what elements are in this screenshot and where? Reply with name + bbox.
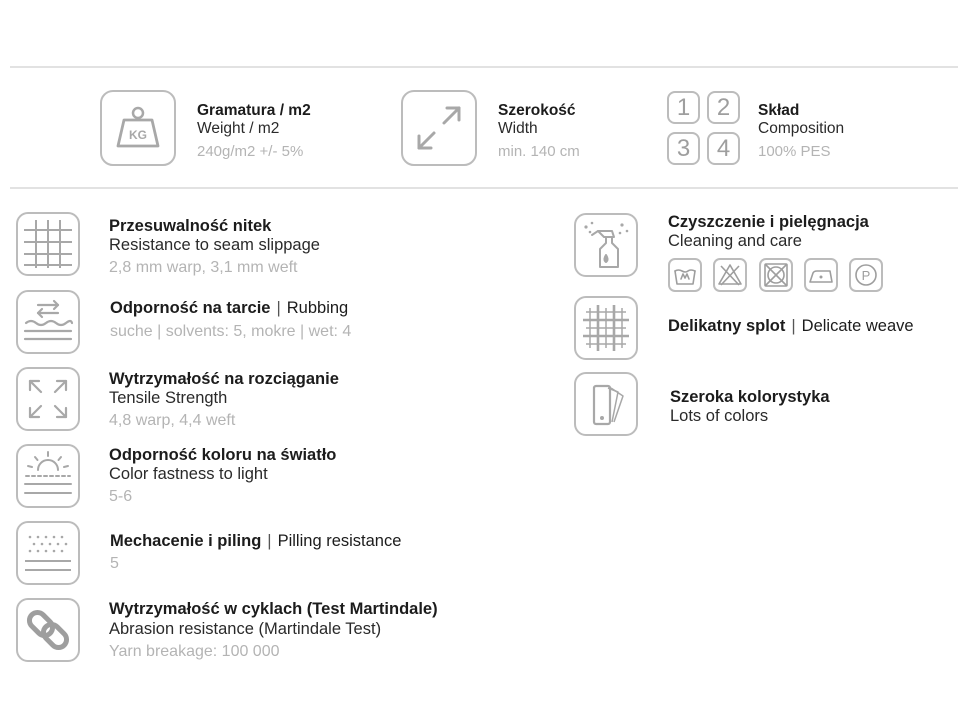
color-swatch-icon — [574, 372, 638, 436]
light-fastness-subtitle: Color fastness to light — [109, 465, 268, 483]
light-fastness-value: 5-6 — [109, 488, 133, 505]
composition-title: Skład — [758, 102, 800, 119]
pilling-value: 5 — [110, 555, 119, 572]
grid-fabric-icon — [16, 212, 80, 276]
seam-slippage-value: 2,8 mm warp, 3,1 mm weft — [109, 259, 298, 276]
martindale-title: Wytrzymałość w cyklach (Test Martindale) — [109, 600, 438, 618]
tensile-value: 4,8 warp, 4,4 weft — [109, 412, 236, 429]
kg-weight-icon — [100, 90, 176, 166]
seam-slippage-title: Przesuwalność nitek — [109, 217, 272, 235]
weave-title-en: Delicate weave — [801, 317, 914, 335]
middle-divider — [10, 187, 958, 189]
composition-subtitle: Composition — [758, 120, 845, 137]
composition-number-3: 3 — [667, 132, 700, 165]
colors-subtitle: Lots of colors — [670, 407, 769, 425]
composition-number-1: 1 — [667, 91, 700, 124]
tensile-arrows-icon — [16, 367, 80, 431]
width-value: min. 140 cm — [498, 143, 580, 160]
weave-hash-icon — [574, 296, 638, 360]
weight-subtitle: Weight / m2 — [197, 120, 280, 137]
expand-arrows-icon — [401, 90, 477, 166]
rubbing-title-en: Rubbing — [286, 299, 349, 317]
composition-value: 100% PES — [758, 143, 831, 160]
tensile-title: Wytrzymałość na rozciąganie — [109, 370, 339, 388]
iron-low-icon — [804, 258, 838, 292]
width-title: Szerokość — [498, 102, 576, 119]
sun-light-icon — [16, 444, 80, 508]
pilling-title-pl: Mechacenie i piling — [110, 532, 262, 550]
no-bleach-icon — [713, 258, 747, 292]
no-tumble-dry-icon — [759, 258, 793, 292]
pilling-title-en: Pilling resistance — [277, 532, 402, 550]
cleaning-subtitle: Cleaning and care — [668, 232, 802, 250]
hand-wash-icon — [668, 258, 702, 292]
care-letter: P — [861, 268, 871, 283]
weight-value: 240g/m2 +/- 5% — [197, 143, 304, 160]
composition-number-2: 2 — [707, 91, 740, 124]
rubbing-arrows-icon — [16, 290, 80, 354]
spray-bottle-icon — [574, 213, 638, 277]
chain-link-icon — [16, 598, 80, 662]
tensile-subtitle: Tensile Strength — [109, 389, 228, 407]
martindale-subtitle: Abrasion resistance (Martindale Test) — [109, 620, 382, 638]
rubbing-title — [110, 298, 348, 318]
weight-title: Gramatura / m2 — [197, 102, 311, 119]
width-subtitle: Width — [498, 120, 538, 137]
title-separator: | — [267, 532, 272, 550]
kg-icon-label: KG — [129, 128, 147, 142]
weave-title-pl: Delikatny splot — [668, 317, 786, 335]
title-separator: | — [276, 299, 281, 317]
rubbing-value: suche | solvents: 5, mokre | wet: 4 — [110, 323, 352, 340]
pilling-title — [110, 531, 401, 551]
weave-title — [668, 316, 914, 336]
light-fastness-title: Odporność koloru na światło — [109, 446, 337, 464]
title-separator: | — [791, 317, 796, 335]
martindale-value: Yarn breakage: 100 000 — [109, 643, 280, 660]
colors-title: Szeroka kolorystyka — [670, 388, 830, 406]
top-divider — [10, 66, 958, 68]
rubbing-title-pl: Odporność na tarcie — [110, 299, 271, 317]
professional-clean-p-icon — [849, 258, 883, 292]
seam-slippage-subtitle: Resistance to seam slippage — [109, 236, 320, 254]
pilling-dots-icon — [16, 521, 80, 585]
composition-number-4: 4 — [707, 132, 740, 165]
cleaning-title: Czyszczenie i pielęgnacja — [668, 213, 869, 231]
